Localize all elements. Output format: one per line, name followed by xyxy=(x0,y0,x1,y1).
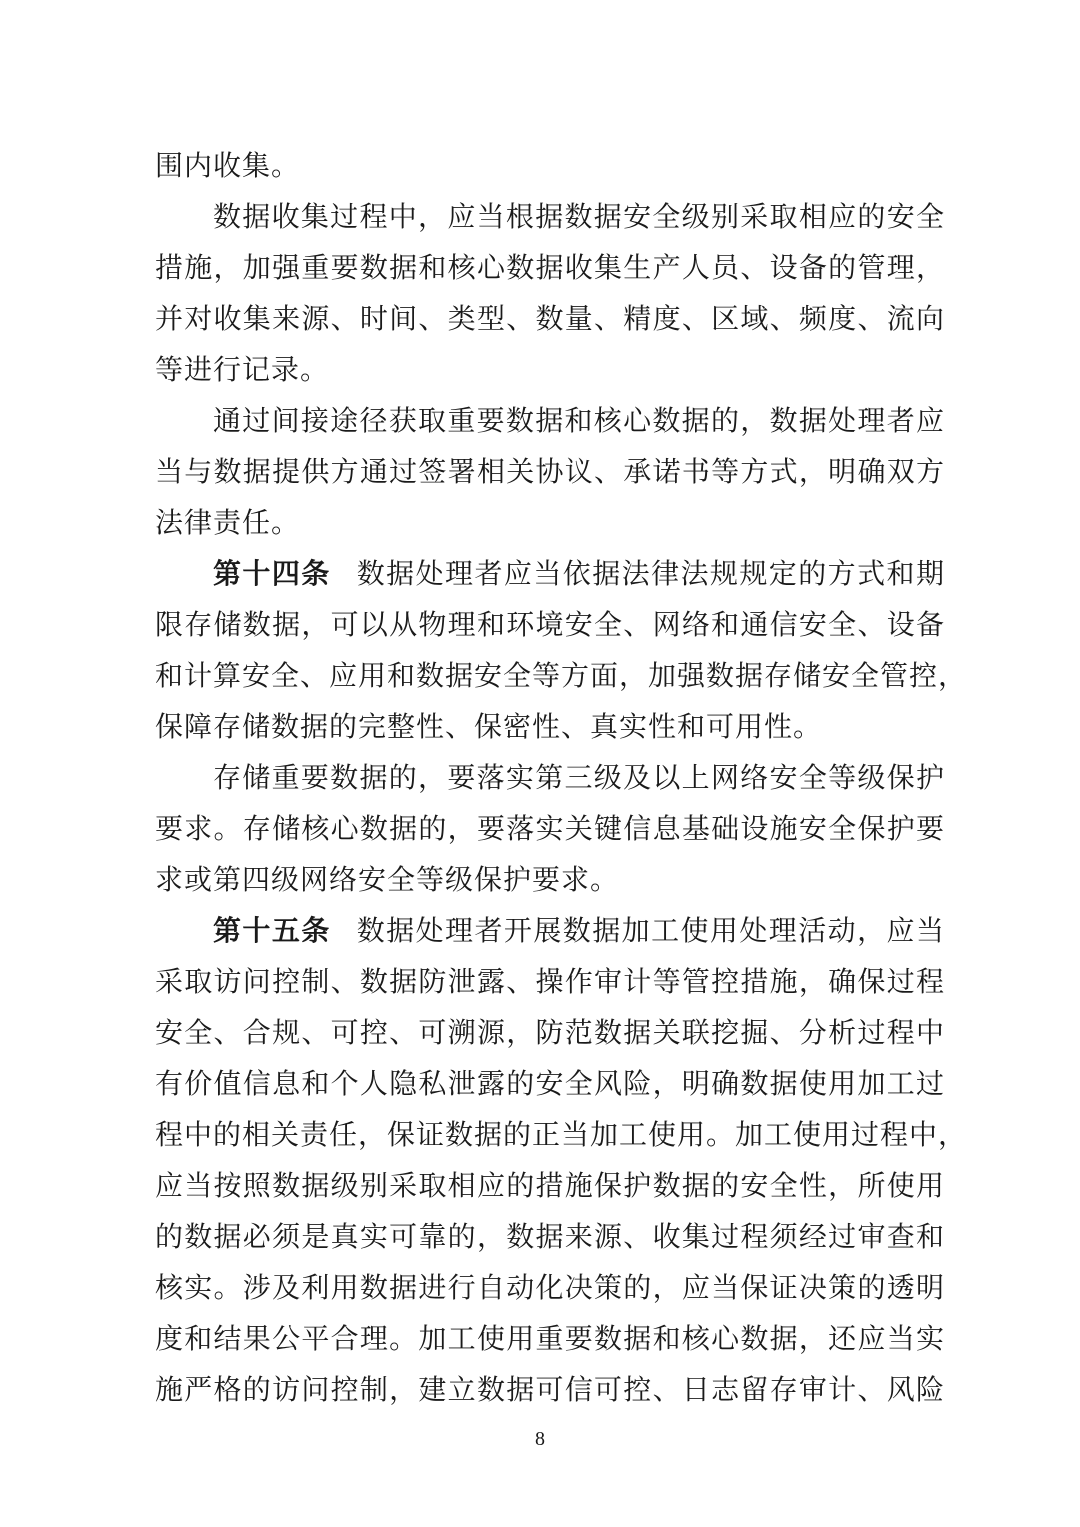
page-number: 8 xyxy=(535,1428,545,1450)
text-line: 法律责任。 xyxy=(155,506,301,539)
text-line: 和计算安全、应用和数据安全等方面，加强数据存储安全管控， xyxy=(155,659,968,692)
text-line: 求或第四级网络安全等级保护要求。 xyxy=(155,863,620,896)
text-line: 数据收集过程中，应当根据数据安全级别采取相应的安全 xyxy=(213,200,945,233)
article-15-label: 第十五条 xyxy=(213,914,331,947)
article-15-first-line xyxy=(155,905,945,956)
body-text xyxy=(155,140,968,1415)
text-line: 应当按照数据级别采取相应的措施保护数据的安全性，所使用 xyxy=(155,1169,945,1202)
article-14-first-line xyxy=(155,548,945,599)
text-line: 核实。涉及利用数据进行自动化决策的，应当保证决策的透明 xyxy=(155,1271,945,1304)
text-line: 要求。存储核心数据的，要落实关键信息基础设施安全保护要 xyxy=(155,812,945,845)
text-line: 的数据必须是真实可靠的，数据来源、收集过程须经过审查和 xyxy=(155,1220,945,1253)
text-line: 数据处理者应当依据法律法规规定的方式和期 xyxy=(356,557,945,590)
text-line: 当与数据提供方通过签署相关协议、承诺书等方式，明确双方 xyxy=(155,455,945,488)
text-line: 度和结果公平合理。加工使用重要数据和核心数据，还应当实 xyxy=(155,1322,945,1355)
text-line: 保障存储数据的完整性、保密性、真实性和可用性。 xyxy=(155,710,823,743)
text-line: 程中的相关责任，保证数据的正当加工使用。加工使用过程中， xyxy=(155,1118,968,1151)
text-line: 施严格的访问控制，建立数据可信可控、日志留存审计、风险 xyxy=(155,1373,945,1406)
text-line: 并对收集来源、时间、类型、数量、精度、区域、频度、流向 xyxy=(155,302,945,335)
text-line: 限存储数据，可以从物理和环境安全、网络和通信安全、设备 xyxy=(155,608,945,641)
text-line: 数据处理者开展数据加工使用处理活动，应当 xyxy=(356,914,945,947)
text-line: 措施，加强重要数据和核心数据收集生产人员、设备的管理， xyxy=(155,251,945,284)
text-line: 安全、合规、可控、可溯源，防范数据关联挖掘、分析过程中 xyxy=(155,1016,945,1049)
text-line: 存储重要数据的，要落实第三级及以上网络安全等级保护 xyxy=(213,761,945,794)
article-14-label: 第十四条 xyxy=(213,557,331,590)
text-line: 采取访问控制、数据防泄露、操作审计等管控措施，确保过程 xyxy=(155,965,945,998)
text-line: 围内收集。 xyxy=(155,149,301,182)
text-line: 通过间接途径获取重要数据和核心数据的，数据处理者应 xyxy=(213,404,945,437)
text-line: 有价值信息和个人隐私泄露的安全风险，明确数据使用加工过 xyxy=(155,1067,945,1100)
text-line: 等进行记录。 xyxy=(155,353,330,386)
